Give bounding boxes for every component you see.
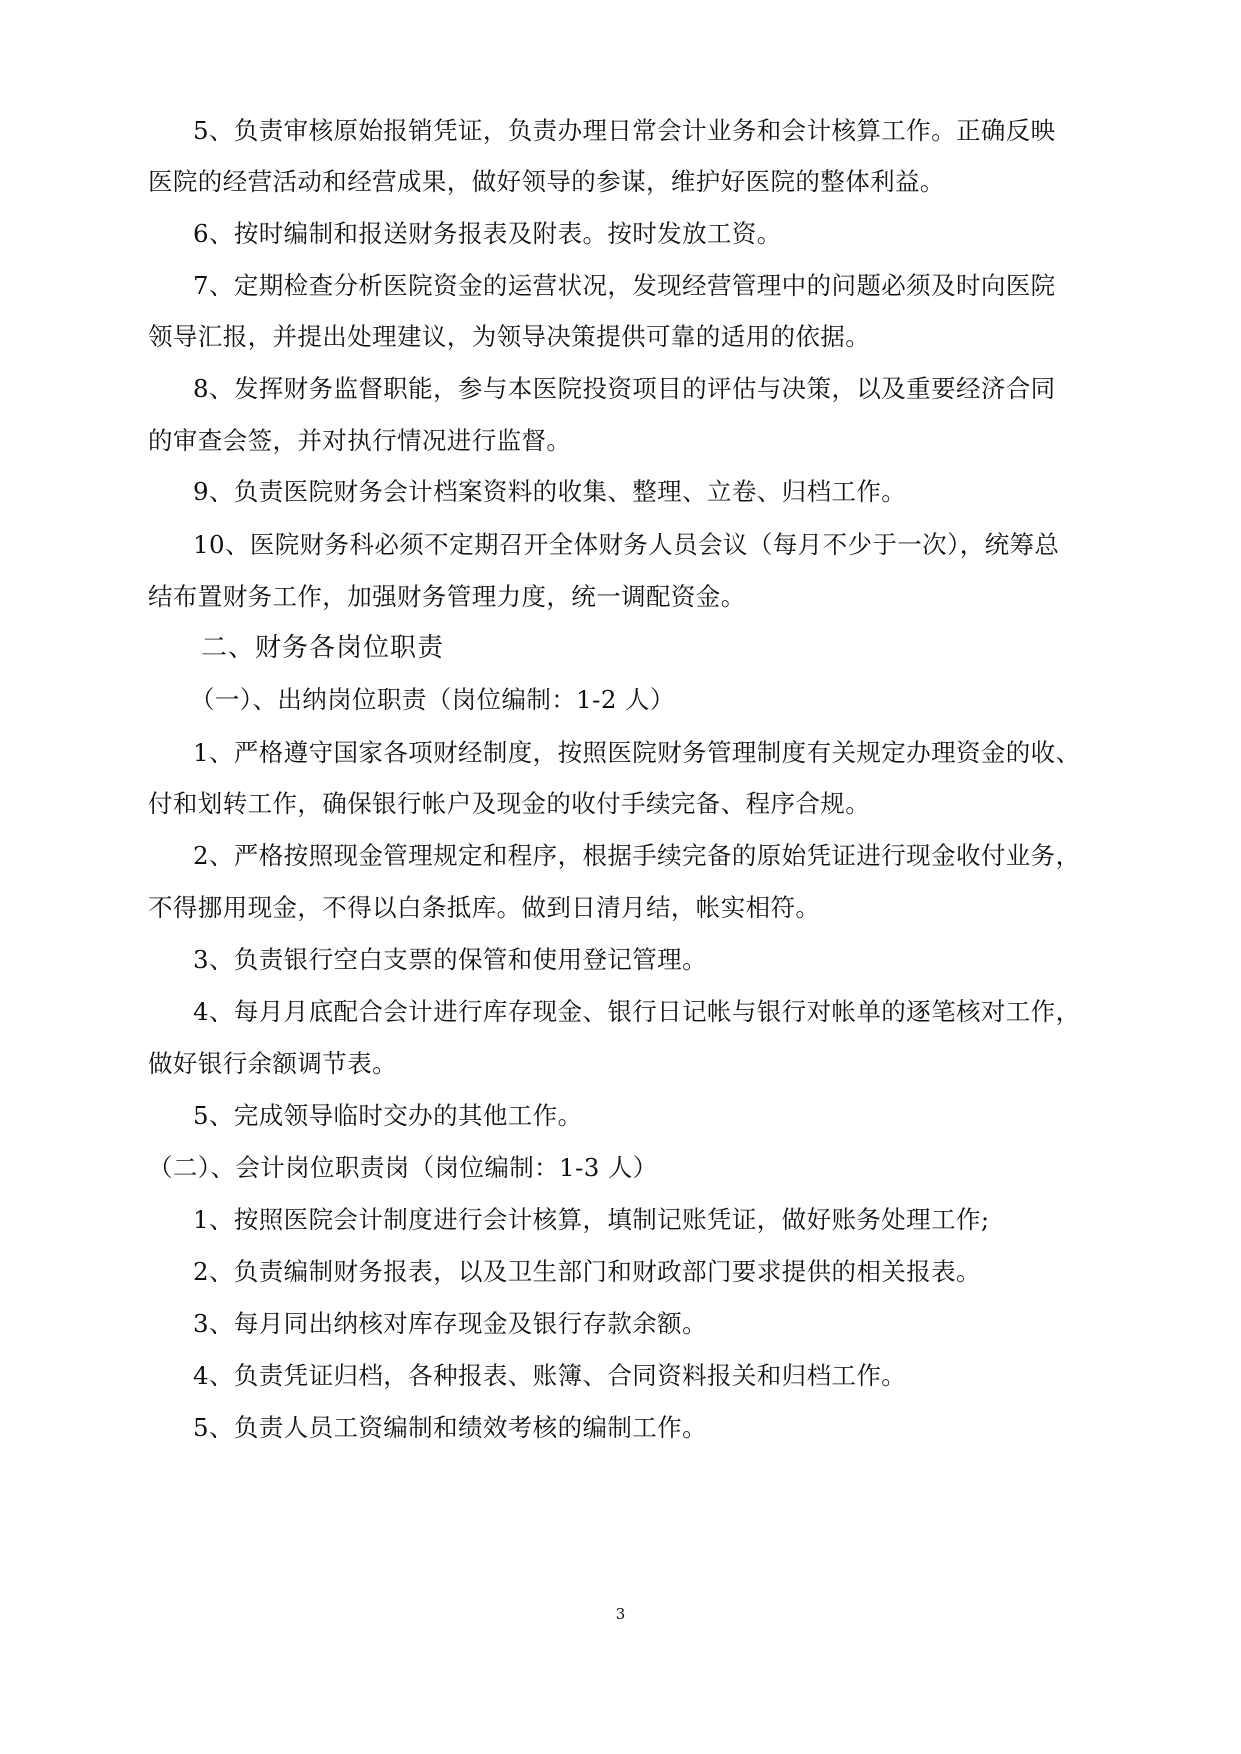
cashier-item-2-line-2: 不得挪用现金，不得以白条抵库。做到日清月结，帐实相符。 (148, 893, 821, 922)
accounting-item-2: 2、负责编制财务报表，以及卫生部门和财政部门要求提供的相关报表。 (193, 1257, 981, 1286)
accounting-item-5: 5、负责人员工资编制和绩效考核的编制工作。 (193, 1413, 707, 1442)
section-heading-2: 二、财务各岗位职责 (201, 633, 445, 663)
cashier-item-4-line-2: 做好银行余额调节表。 (148, 1049, 397, 1078)
paragraph-6: 6、按时编制和报送财务报表及附表。按时发放工资。 (193, 219, 782, 248)
cashier-item-2-line-1: 2、严格按照现金管理规定和程序，根据手续完备的原始凭证进行现金收付业务， (193, 841, 1081, 870)
subsection-accounting-heading: （二）、会计岗位职责岗（岗位编制：1-3 人） (148, 1153, 658, 1182)
paragraph-8-line-2: 的审查会签，并对执行情况进行监督。 (148, 426, 572, 455)
cashier-item-4-line-1: 4、每月月底配合会计进行库存现金、银行日记帐与银行对帐单的逐笔核对工作， (193, 997, 1081, 1026)
cashier-item-1-line-1: 1、严格遵守国家各项财经制度，按照医院财务管理制度有关规定办理资金的收、 (193, 738, 1081, 767)
paragraph-10-line-1: 10、医院财务科必须不定期召开全体财务人员会议（每月不少于一次），统筹总 (193, 530, 1060, 559)
accounting-item-1: 1、按照医院会计制度进行会计核算，填制记账凭证，做好账务处理工作; (193, 1205, 990, 1234)
paragraph-7-line-1: 7、定期检查分析医院资金的运营状况，发现经营管理中的问题必须及时向医院 (193, 271, 1056, 300)
paragraph-5-line-1: 5、负责审核原始报销凭证，负责办理日常会计业务和会计核算工作。正确反映 (193, 116, 1056, 145)
paragraph-8-line-1: 8、发挥财务监督职能，参与本医院投资项目的评估与决策，以及重要经济合同 (193, 374, 1056, 403)
paragraph-9: 9、负责医院财务会计档案资料的收集、整理、立卷、归档工作。 (193, 477, 907, 506)
subsection-cashier-heading: （一）、出纳岗位职责（岗位编制：1-2 人） (190, 685, 675, 714)
accounting-item-4: 4、负责凭证归档，各种报表、账簿、合同资料报关和归档工作。 (193, 1361, 907, 1390)
accounting-item-3: 3、每月同出纳核对库存现金及银行存款余额。 (193, 1309, 707, 1338)
cashier-item-3: 3、负责银行空白支票的保管和使用登记管理。 (193, 945, 707, 974)
paragraph-5-line-2: 医院的经营活动和经营成果，做好领导的参谋，维护好医院的整体利益。 (148, 167, 945, 196)
cashier-item-5: 5、完成领导临时交办的其他工作。 (193, 1101, 583, 1130)
paragraph-7-line-2: 领导汇报，并提出处理建议，为领导决策提供可靠的适用的依据。 (148, 322, 871, 351)
paragraph-10-line-2: 结布置财务工作，加强财务管理力度，统一调配资金。 (148, 582, 746, 611)
cashier-item-1-line-2: 付和划转工作，确保银行帐户及现金的收付手续完备、程序合规。 (148, 789, 871, 818)
page-number: 3 (615, 1605, 626, 1623)
